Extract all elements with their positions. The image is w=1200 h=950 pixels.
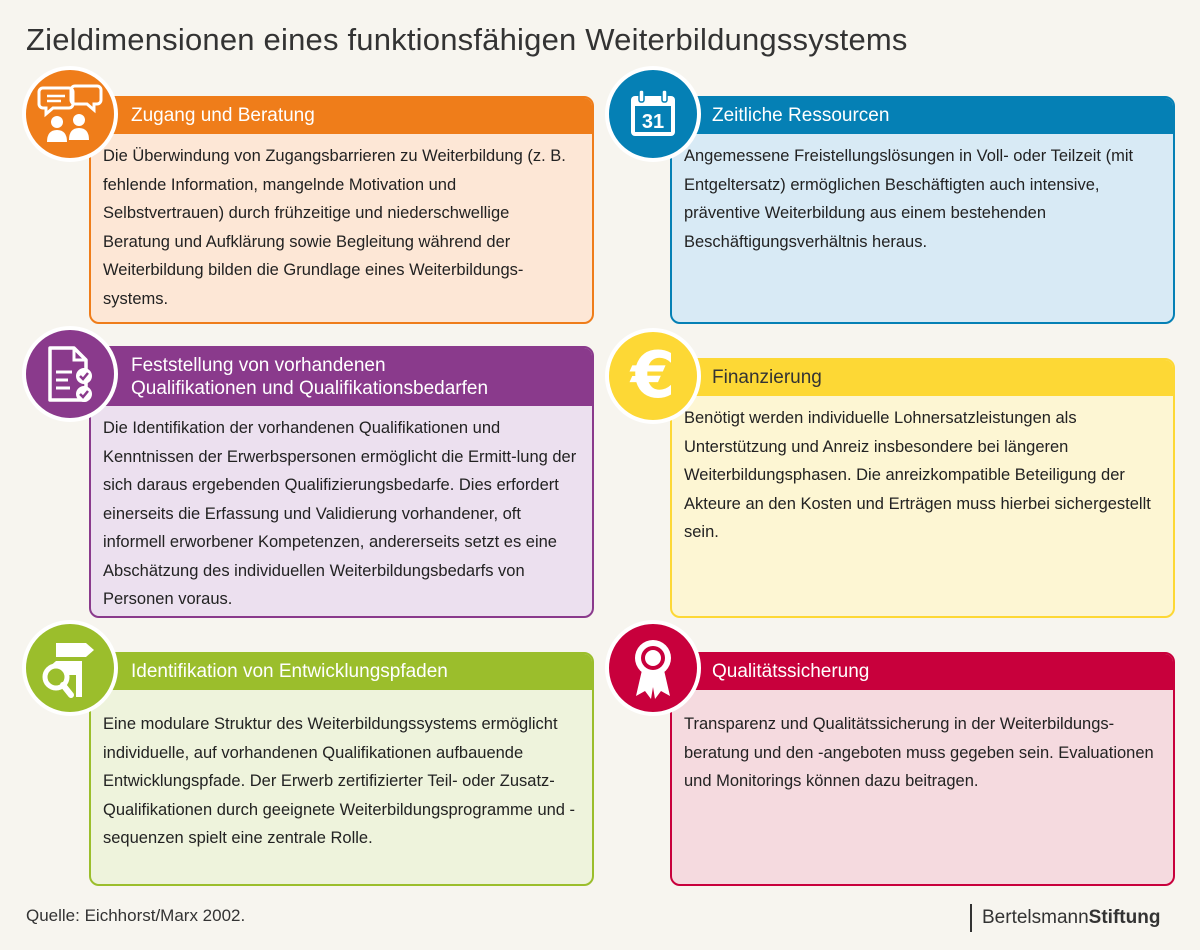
source-note: Quelle: Eichhorst/Marx 2002.: [26, 906, 246, 925]
card-heading-line1: Feststellung von vorhandenen: [131, 355, 386, 376]
card-heading: Finanzierung: [672, 360, 1173, 396]
card-text: Angemessene Freistellungslösungen in Voll- oder Teilzeit (mit Entgeltersatz) ermöglichen Beschäftigten auch intensive, präventive Weiterbildung aus einem bestehenden Beschäftigungsverhältnis heraus.: [684, 147, 1134, 251]
document-checklist-icon: [22, 326, 118, 422]
card-text: Die Überwindung von Zugangsbarrieren zu Weiterbildung (z. B. fehlende Information, mangelnde Motivation und Selbstvertrauen) durch frühzeitige und niederschwellige Beratung und Aufklärung sowie Begleitung während der Weiterbildung bilden die Grundlage eines Weiterbildungs-systems.: [103, 147, 566, 308]
card-heading-line2: Qualifikationen und Qualifikationsbedarfen: [131, 378, 489, 399]
page-title: Zieldimensionen eines funktionsfähigen Weiterbildungssystems: [26, 22, 908, 57]
speech-people-icon: [22, 66, 118, 162]
card-heading: Qualitätssicherung: [672, 654, 1173, 690]
card-zeitliche-ressourcen: [670, 96, 1175, 324]
euro-icon: [605, 328, 701, 424]
card-text: Die Identifikation der vorhandenen Qualifikationen und Kenntnissen der Erwerbspersonen ermöglicht die Ermitt-lung der sich daraus ergebenden Qualifizierungsbedarfe. Dies erfordert einerseits die Erfassung und Validierung vorhandener, oft informell erworbener Kompetenzen, andererseits setzt es eine Abschätzung des individuellen Weiterbildungsbedarfs von Personen voraus.: [103, 419, 577, 608]
card-finanzierung: [670, 358, 1175, 618]
card-text: Transparenz und Qualitätssicherung in der Weiterbildungs-beratung und den -angeboten muss gegeben sein. Evaluationen und Monitorings können dazu beitragen.: [684, 715, 1154, 790]
award-rosette-icon: [605, 620, 701, 716]
card-heading: Zeitliche Ressourcen: [672, 98, 1173, 134]
signpost-search-icon: [22, 620, 118, 716]
card-zugang-beratung: [89, 96, 594, 324]
card-text: Benötigt werden individuelle Lohnersatzleistungen als Unterstützung und Anreiz insbesondere bei längeren Weiterbildungsphasen. Die anreizkompatible Beteiligung der Akteure an den Kosten und Erträgen muss hierbei sichergestellt sein.: [684, 409, 1151, 541]
card-text: Eine modulare Struktur des Weiterbildungssystems ermöglicht individuelle, auf vorhandenen Qualifikationen aufbauende Entwicklungspfade. Der Erwerb zertifizierter Teil- oder Zusatz-Qualifikationen durch geeignete Weiterbildungsprogramme und -sequenzen spielt eine zentrale Rolle.: [103, 715, 576, 847]
card-heading: Identifikation von Entwicklungspfaden: [91, 654, 592, 690]
card-feststellung-qualifikationen: [89, 346, 594, 618]
card-qualitaetssicherung: [670, 652, 1175, 886]
card-heading: [91, 348, 592, 406]
brand-name-bold: Stiftung: [1088, 907, 1161, 928]
brand-logo: [970, 904, 1160, 932]
brand-name-regular: Bertelsmann: [982, 907, 1089, 928]
calendar-icon: [605, 66, 701, 162]
card-entwicklungspfade: [89, 652, 594, 886]
euro-symbol: €: [630, 339, 676, 413]
calendar-day: 31: [641, 111, 665, 133]
card-heading: Zugang und Beratung: [91, 98, 592, 134]
